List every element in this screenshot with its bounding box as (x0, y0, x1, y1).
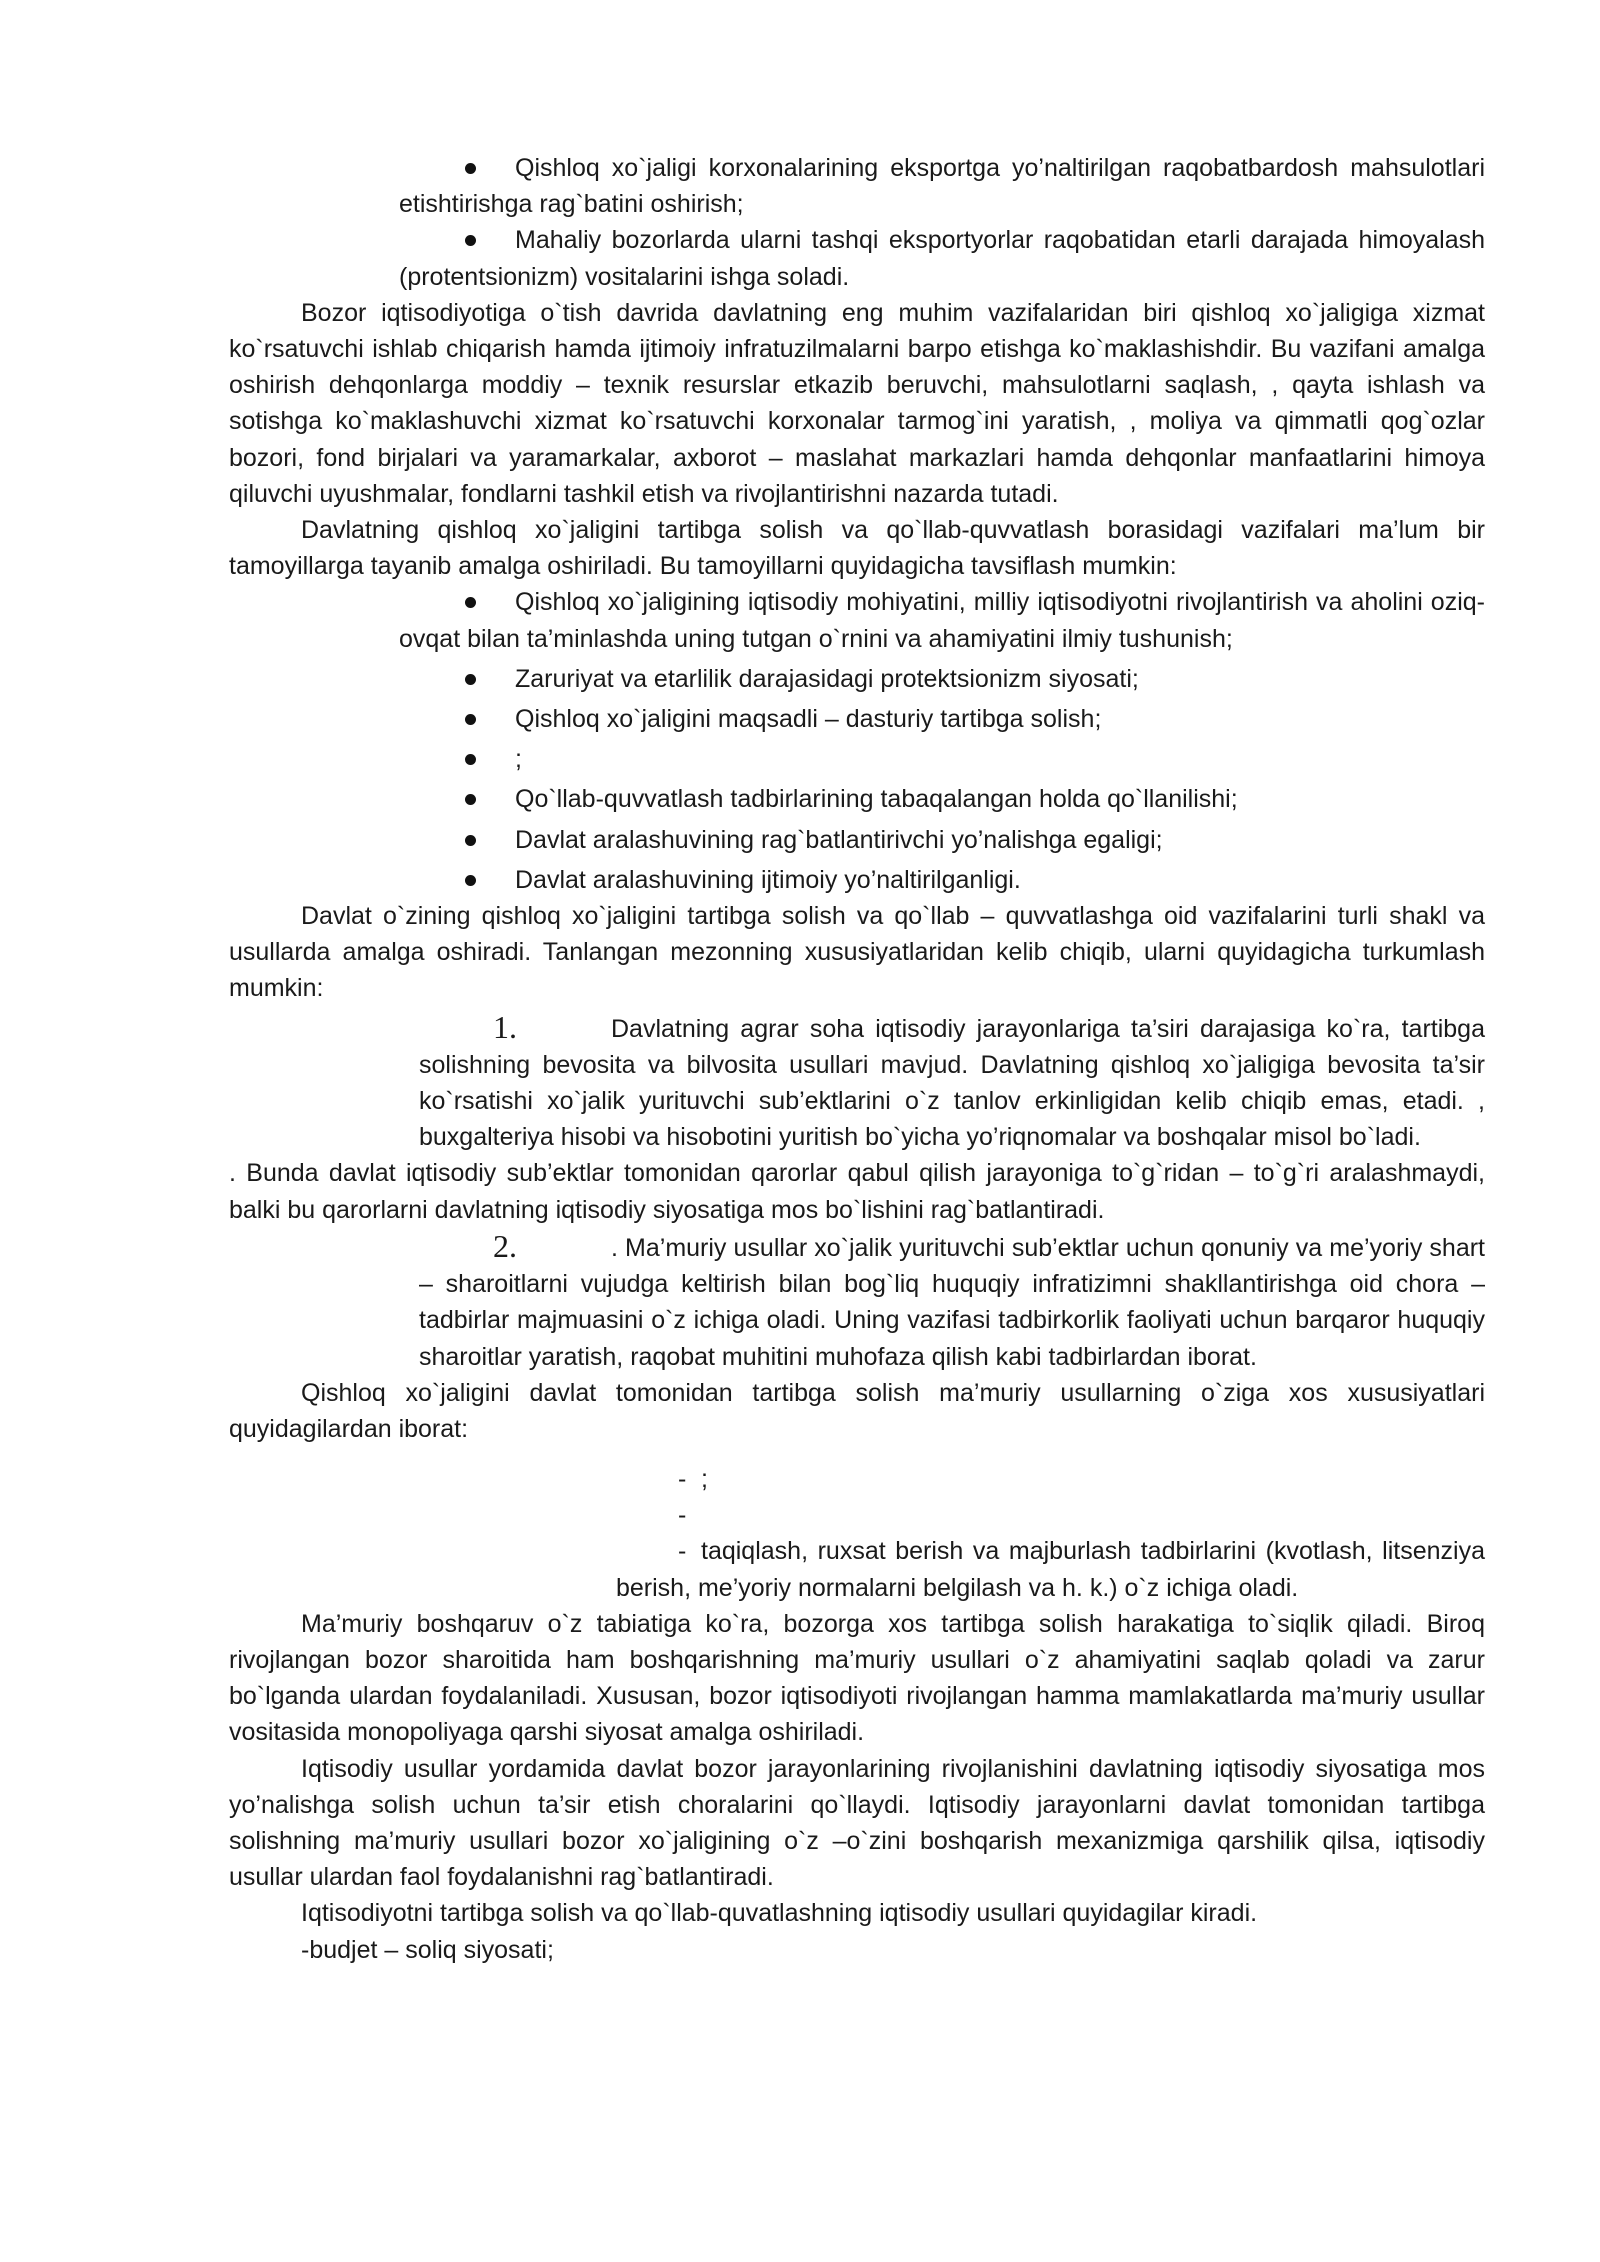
document-page (229, 150, 1485, 1968)
bullet-text: ; (515, 745, 522, 774)
bullet-icon (465, 835, 476, 846)
bullet-item (399, 741, 1485, 777)
bullet-icon (465, 794, 476, 805)
bullet-item (399, 150, 1485, 222)
bullet-text: Qishloq xo`jaligini maqsadli – dasturiy tartibga solish; (515, 705, 1102, 734)
dash-text: taqiqlash, ruxsat berish va majburlash tadbirlarini (kvotlash, litsenziya berish, me’yoriy normalarni belgilash va h. k.) o`z ichiga oladi. (616, 1537, 1485, 1602)
dash-marker: - (678, 1465, 687, 1494)
bullet-text: Zaruriyat va etarlilik darajasidagi protektsionizm siyosati; (515, 664, 1139, 693)
bullet-icon (465, 714, 476, 725)
bullet-text: Mahaliy bozorlarda ularni tashqi eksportyorlar raqobatidan etarli darajada himoyalash (protentsionizm) vositalarini ishga soladi. (399, 226, 1485, 291)
body-paragraph: -budjet – soliq siyosati; (301, 1935, 554, 1964)
body-paragraph: Iqtisodiy usullar yordamida davlat bozor jarayonlarining rivojlanishini davlatning iqtisodiy siyosatiga mos yo’nalishga solish uchun ta’sir etish choralarini qo`llaydi. Iqtisodiy jarayonlarni davlat tomonidan tartibga solishning ma’muriy usullari bozor xo`jaligining o`z –o`zini boshqarish mexanizmiga qarshilik qilsa, iqtisodiy usullar ulardan faol foydalanishni rag`batlantiradi. (229, 1754, 1485, 1892)
list-number: 2. (493, 1227, 517, 1264)
bullet-item (399, 661, 1485, 697)
dash-text: ; (701, 1465, 708, 1494)
dash-item (616, 1497, 1485, 1533)
bullet-text: Davlat aralashuvining rag`batlantirivchi yo’nalishga egaligi; (515, 825, 1163, 854)
bullet-item (399, 584, 1485, 656)
bullet-item (399, 781, 1485, 817)
body-paragraph: Ma’muriy boshqaruv o`z tabiatiga ko`ra, bozorga xos tartibga solish harakatiga to`siqlik qiladi. Biroq rivojlangan bozor sharoitida ham boshqarishning ma’muriy usullari o`z ahamiyatini saqlab qoladi va zarur bo`lganda ulardan foydalaniladi. Xususan, bozor iqtisodiyoti rivojlangan hamma mamlakatlarda ma’muriy usullar vositasida monopoliyaga qarshi siyosat amalga oshiriladi. (229, 1609, 1485, 1747)
bullet-icon (465, 674, 476, 685)
dash-item (616, 1461, 1485, 1497)
body-paragraph: Bozor iqtisodiyotiga o`tish davrida davlatning eng muhim vazifalaridan biri qishloq xo`jaligiga xizmat ko`rsatuvchi ishlab chiqarish hamda ijtimoiy infratuzilmalarni barpo etishga ko`maklashishdir. Bu vazifani amalga oshirish dehqonlarga moddiy – texnik resurslar etkazib beruvchi, mahsulotlarni saqlash, , qayta ishlash va sotishga ko`maklashuvchi xizmat ko`rsatuvchi korxonalar tarmog`ini yaratish, , moliya va qimmatli qog`ozlar bozori, fond birjalari va yaramarkalar, axborot – maslahat markazlari hamda dehqonlar manfaatlarini himoya qiluvchi uyushmalar, fondlarni tashkil etish va rivojlantirishni nazarda tutadi. (229, 298, 1485, 508)
numbered-text: Davlatning agrar soha iqtisodiy jarayonlariga ta’siri darajasiga ko`ra, tartibga solishning bevosita va bilvosita usullari mavjud. Davlatning qishloq xo`jaligiga bevosita ta’sir ko`rsatishi xo`jalik yurituvchi sub’ektlarini o`z tanlov erkinligidan kelib chiqib emas, etadi. , buxgalteriya hisobi va hisobotini yuritish bo`yicha yo’riqnomalar va boshqalar misol bo`ladi. (419, 1014, 1485, 1152)
body-paragraph: . Bunda davlat iqtisodiy sub’ektlar tomonidan qarorlar qabul qilish jarayoniga to`g`ridan – to`g`ri aralashmaydi, balki bu qarorlarni davlatning iqtisodiy siyosatiga mos bo`lishini rag`batlantiradi. (229, 1159, 1485, 1224)
bullet-icon (465, 754, 476, 765)
body-paragraph: Davlatning qishloq xo`jaligini tartibga solish va qo`llab-quvvatlash borasidagi vazifalari ma’lum bir tamoyillarga tayanib amalga oshiriladi. Bu tamoyillarni quyidagicha tavsiflash mumkin: (229, 516, 1485, 581)
list-number: 1. (493, 1008, 517, 1045)
dash-item (616, 1533, 1485, 1605)
body-paragraph: Iqtisodiyotni tartibga solish va qo`llab-quvatlashning iqtisodiy usullari quyidagilar kiradi. (301, 1899, 1258, 1928)
bullet-text: Qishloq xo`jaligining iqtisodiy mohiyatini, milliy iqtisodiyotni rivojlantirish va aholini oziq-ovqat bilan ta’minlashda uning tutgan o`rnini va ahamiyatini ilmiy tushunish; (399, 588, 1485, 653)
numbered-item (419, 1227, 1485, 1375)
numbered-text: . Ma’muriy usullar xo`jalik yurituvchi sub’ektlar uchun qonuniy va me’yoriy shart – sharoitlarni vujudga keltirish bilan bog`liq huquqiy infratizimni shakllantirishga oid chora – tadbirlar majmuasini o`z ichiga oladi. Uning vazifasi tadbirkorlik faoliyati uchun barqaror huquqiy sharoitlar yaratish, raqobat muhitini muhofaza qilish kabi tadbirlardan iborat. (419, 1233, 1485, 1371)
bullet-item (399, 701, 1485, 737)
bullet-icon (465, 875, 476, 886)
bullet-text: Qishloq xo`jaligi korxonalarining eksportga yo’naltirilgan raqobatbardosh mahsulotlari etishtirishga rag`batini oshirish; (399, 154, 1485, 219)
dash-marker: - (678, 1537, 687, 1566)
bullet-text: Qo`llab-quvvatlash tadbirlarining tabaqalangan holda qo`llanilishi; (515, 785, 1238, 814)
bullet-item (399, 822, 1485, 858)
bullet-icon (465, 163, 476, 174)
bullet-icon (465, 597, 476, 608)
bullet-text: Davlat aralashuvining ijtimoiy yo’naltirilganligi. (515, 865, 1021, 894)
bullet-icon (465, 235, 476, 246)
dash-marker: - (678, 1501, 687, 1530)
bullet-item (399, 862, 1485, 898)
bullet-item (399, 222, 1485, 294)
numbered-item (419, 1008, 1485, 1156)
body-paragraph: Davlat o`zining qishloq xo`jaligini tartibga solish va qo`llab – quvvatlashga oid vazifalarini turli shakl va usullarda amalga oshiradi. Tanlangan mezonning xususiyatlaridan kelib chiqib, ularni quyidagicha turkumlash mumkin: (229, 902, 1485, 1003)
body-paragraph: Qishloq xo`jaligini davlat tomonidan tartibga solish ma’muriy usullarning o`ziga xos xususiyatlari quyidagilardan iborat: (229, 1378, 1485, 1443)
